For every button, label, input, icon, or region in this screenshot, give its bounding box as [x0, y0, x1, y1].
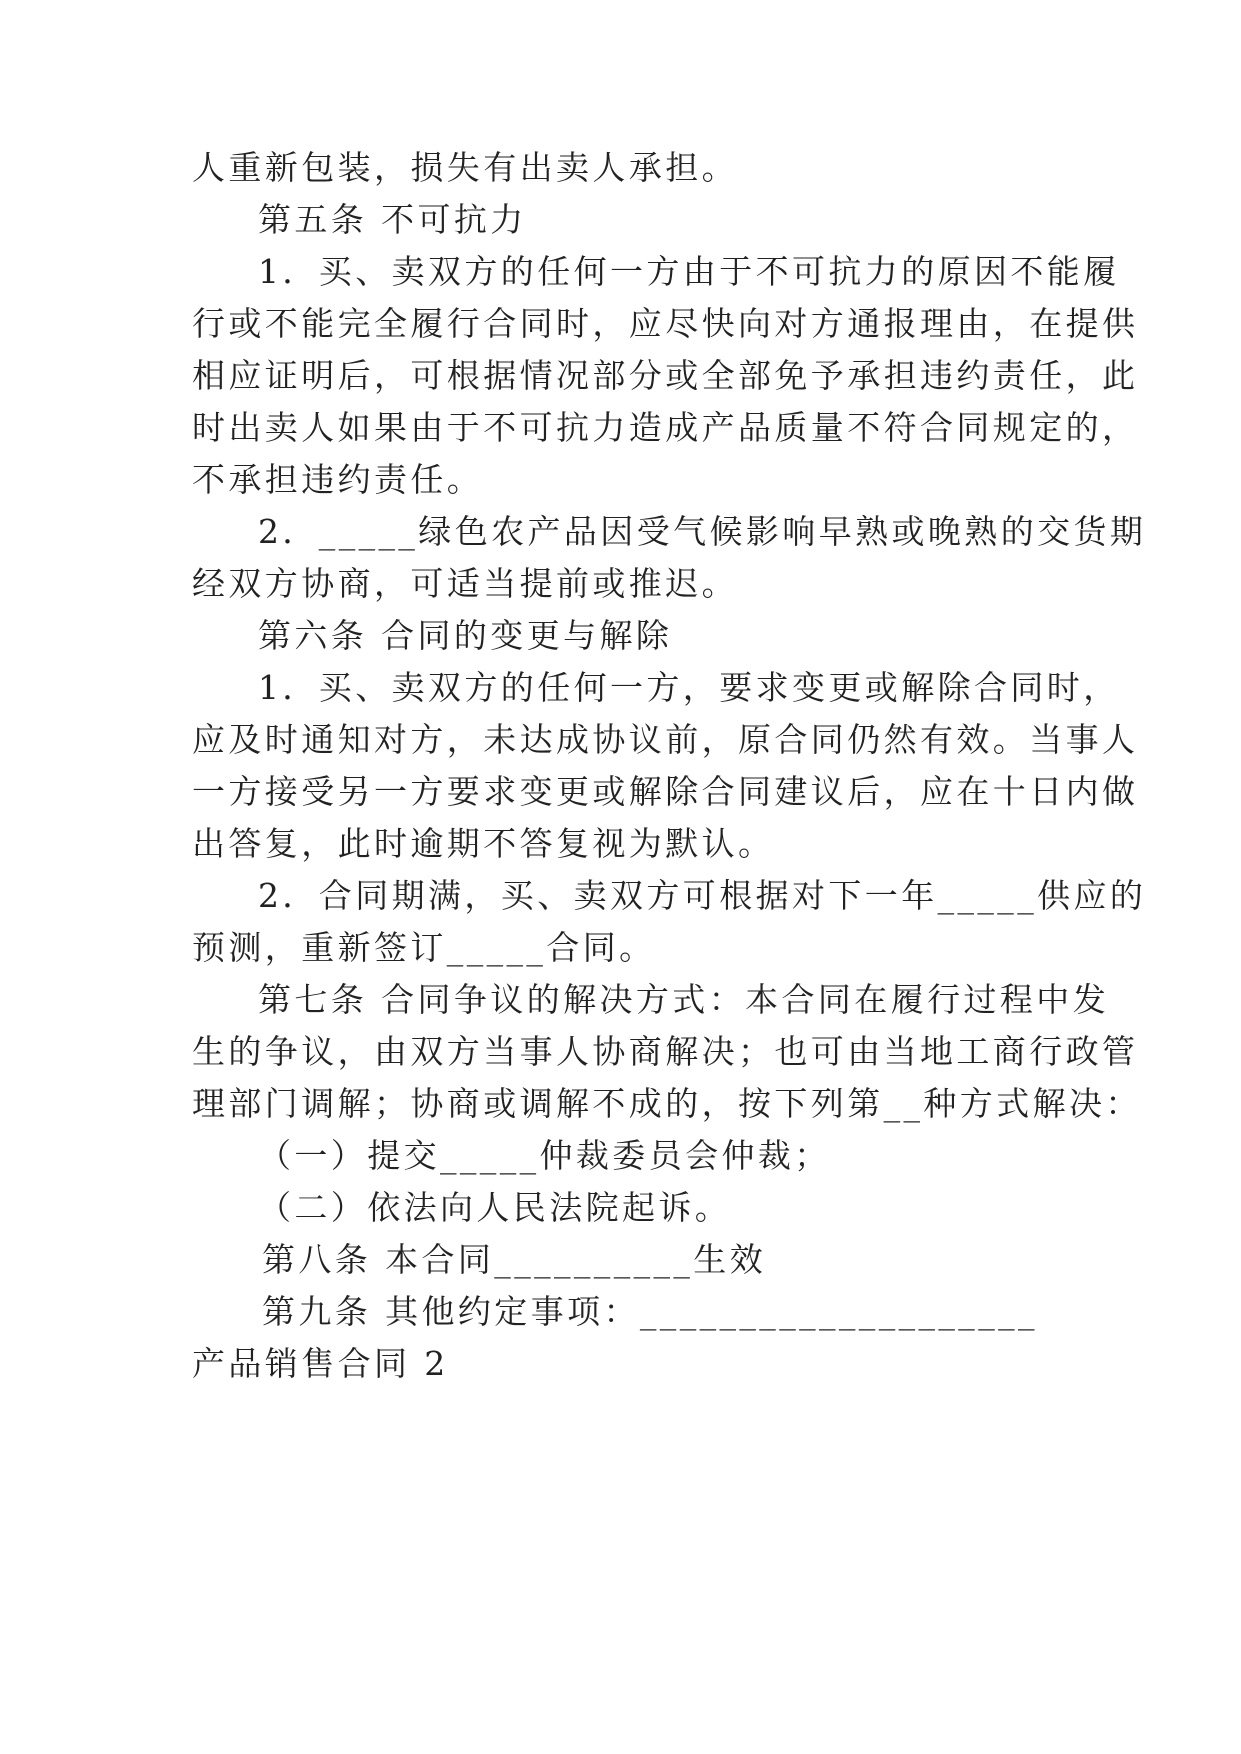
list-item: （一）提交_____仲裁委员会仲裁；: [258, 1136, 831, 1175]
text-line: 时出卖人如果由于不可抗力造成产品质量不符合同规定的，: [192, 408, 1139, 447]
article-heading: 第五条 不可抗力: [258, 200, 527, 239]
text-line: 人重新包装，损失有出卖人承担。: [192, 148, 738, 187]
text-line: 生的争议，由双方当事人协商解决；也可由当地工商行政管: [192, 1032, 1139, 1071]
text-line: 一方接受另一方要求变更或解除合同建议后，应在十日内做: [192, 772, 1139, 811]
article-heading: 第九条 其他约定事项：____________________: [262, 1292, 1038, 1331]
list-item: （二）依法向人民法院起诉。: [258, 1188, 732, 1227]
text-line: 预测，重新签订_____合同。: [192, 928, 656, 967]
text-line: 1．买、卖双方的任何一方由于不可抗力的原因不能履: [258, 252, 1120, 291]
text-line: 1．买、卖双方的任何一方，要求变更或解除合同时，: [258, 668, 1120, 707]
article-heading: 第八条 本合同__________生效: [262, 1240, 767, 1279]
text-line: 出答复，此时逾期不答复视为默认。: [192, 824, 775, 863]
section-title: 产品销售合同 2: [192, 1344, 449, 1383]
article-heading: 第七条 合同争议的解决方式：本合同在履行过程中发: [258, 980, 1110, 1019]
text-line: 应及时通知对方，未达成协议前，原合同仍然有效。当事人: [192, 720, 1139, 759]
text-line: 经双方协商，可适当提前或推迟。: [192, 564, 738, 603]
text-line: 2．_____绿色农产品因受气候影响早熟或晚熟的交货期: [258, 512, 1147, 551]
text-line: 行或不能完全履行合同时，应尽快向对方通报理由，在提供: [192, 304, 1139, 343]
text-line: 不承担违约责任。: [192, 460, 484, 499]
text-line: 相应证明后，可根据情况部分或全部免予承担违约责任，此: [192, 356, 1139, 395]
text-line: 2．合同期满，买、卖双方可根据对下一年_____供应的: [258, 876, 1147, 915]
article-heading: 第六条 合同的变更与解除: [258, 616, 673, 655]
text-line: 理部门调解；协商或调解不成的，按下列第__种方式解决：: [192, 1084, 1142, 1123]
